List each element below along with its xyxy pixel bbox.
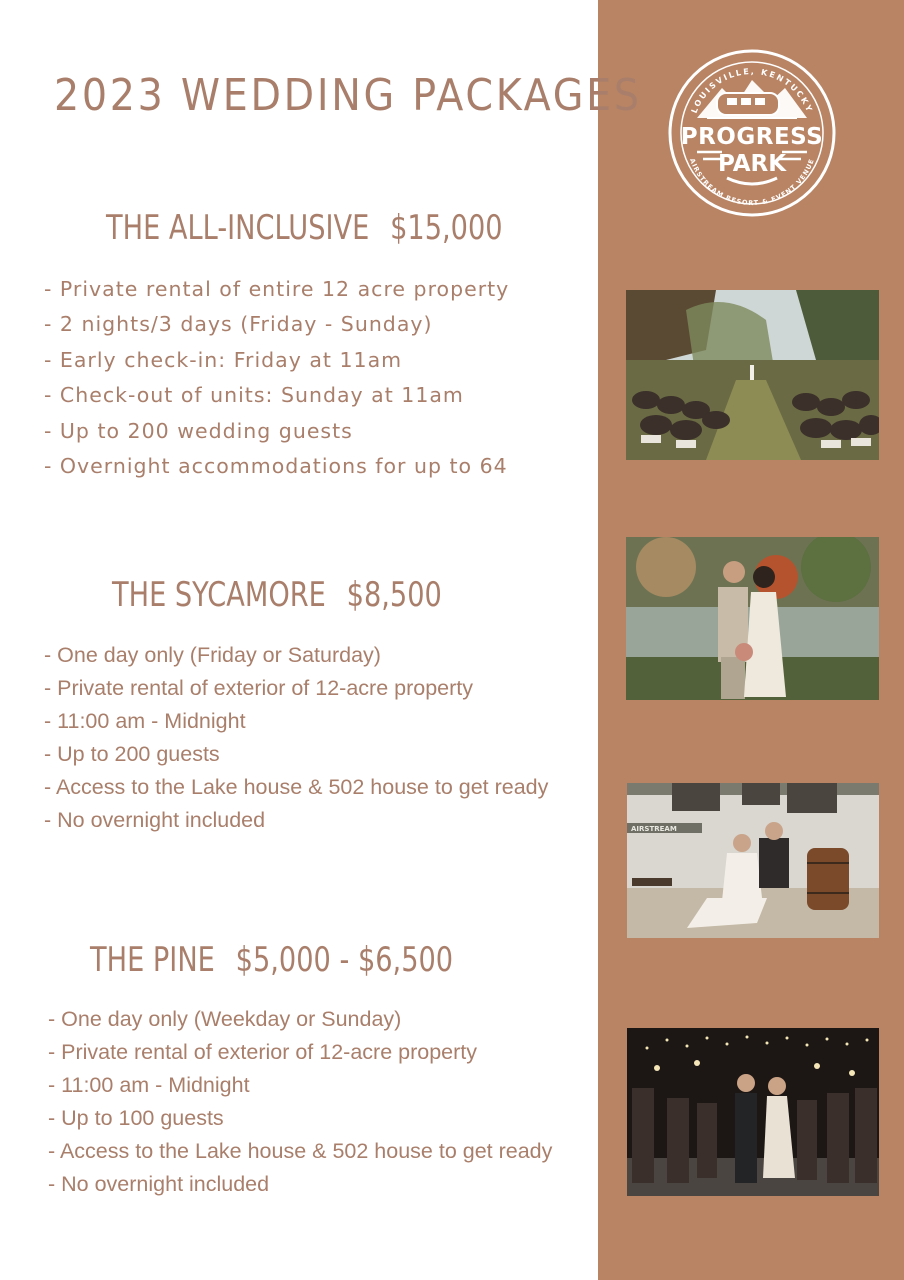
airstream-badge: AIRSTREAM — [631, 825, 677, 833]
list-item: - Access to the Lake house & 502 house to get ready — [44, 775, 549, 800]
package-name: THE PINE — [90, 940, 215, 980]
list-item: - 11:00 am - Midnight — [48, 1073, 250, 1098]
list-item: - Up to 200 wedding guests — [44, 418, 353, 443]
package-list-all-inclusive — [44, 276, 509, 488]
svg-text:LOUISVILLE, KENTUCKY: LOUISVILLE, KENTUCKY — [689, 66, 815, 115]
list-item: - No overnight included — [48, 1172, 270, 1197]
package-price: $8,500 — [346, 575, 442, 615]
list-item: - Up to 200 guests — [44, 742, 220, 767]
airstream-couple-photo — [627, 783, 879, 938]
package-name: THE SYCAMORE — [112, 575, 326, 615]
list-item: - 2 nights/3 days (Friday - Sunday) — [44, 312, 433, 337]
list-item: - Early check-in: Friday at 11am — [44, 347, 403, 372]
list-item: - One day only (Weekday or Sunday) — [48, 1007, 402, 1031]
progress-park-logo — [667, 48, 837, 218]
list-item: - Private rental of entire 12 acre property — [44, 277, 510, 301]
ceremony-photo — [626, 290, 879, 460]
package-price: $15,000 — [390, 208, 503, 248]
list-item: - Private rental of exterior of 12-acre property — [44, 676, 473, 701]
package-heading-sycamore — [112, 575, 442, 615]
package-heading-all-inclusive — [106, 208, 503, 248]
page-title: 2023 WEDDING PACKAGES — [54, 70, 642, 121]
list-item: - Access to the Lake house & 502 house to get ready — [48, 1139, 553, 1164]
sparkler-exit-photo — [627, 1028, 879, 1196]
list-item: - Check-out of units: Sunday at 11am — [44, 383, 464, 408]
svg-text:AIRSTREAM RESORT & EVENT VENUE: AIRSTREAM RESORT & EVENT VENUE — [687, 157, 817, 208]
list-item: - Up to 100 guests — [48, 1106, 224, 1131]
package-name: THE ALL-INCLUSIVE — [106, 208, 370, 248]
package-list-sycamore — [44, 641, 548, 840]
couple-lake-photo — [626, 537, 879, 700]
package-price: $5,000 - $6,500 — [235, 940, 454, 980]
list-item: - 11:00 am - Midnight — [44, 709, 246, 734]
package-heading-pine — [90, 940, 453, 980]
package-list-pine — [48, 1005, 552, 1204]
list-item: - Private rental of exterior of 12-acre property — [48, 1040, 477, 1065]
list-item: - Overnight accommodations for up to 64 — [44, 453, 508, 478]
list-item: - One day only (Friday or Saturday) — [44, 643, 381, 667]
logo-line2: PARK — [717, 151, 787, 177]
logo-line1: PROGRESS — [680, 124, 824, 150]
list-item: - No overnight included — [44, 808, 266, 833]
